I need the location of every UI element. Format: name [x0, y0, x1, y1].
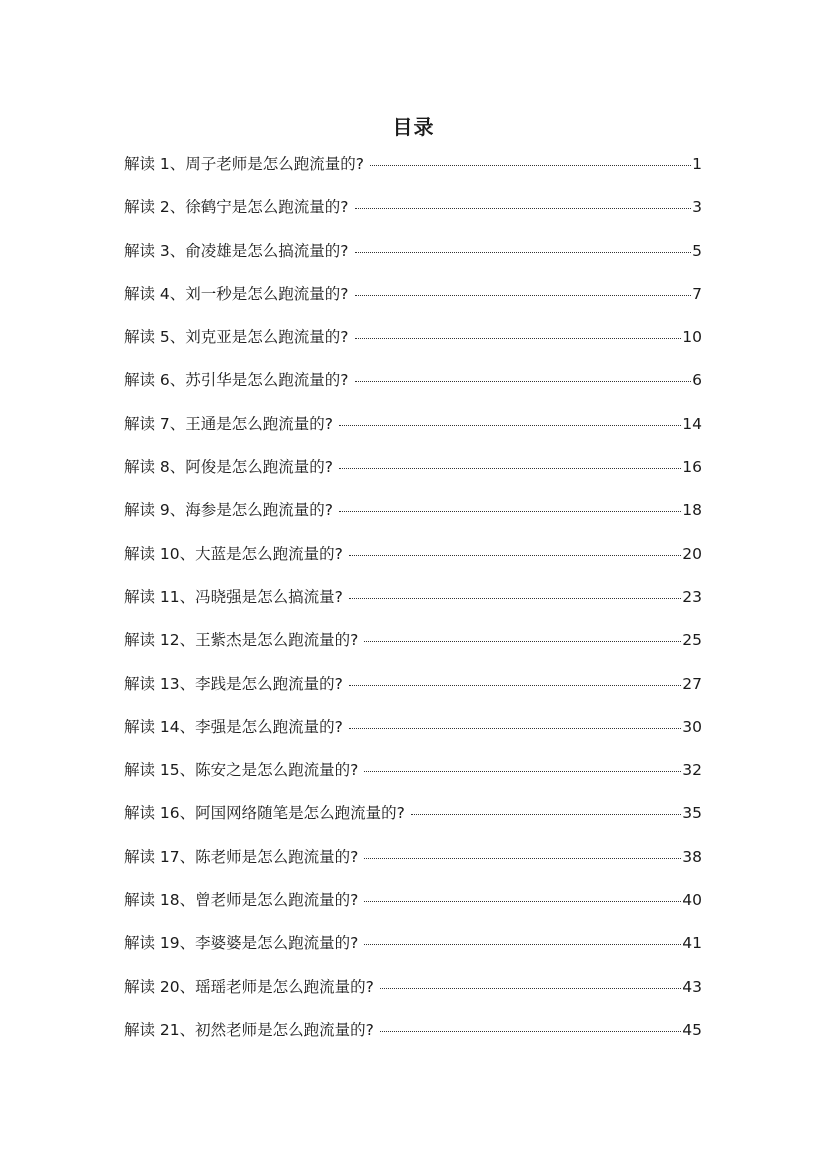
dot-leader: [380, 988, 681, 989]
toc-entry-label: 解读 11、冯晓强是怎么搞流量?: [124, 587, 343, 606]
toc-entry-label: 解读 14、李强是怎么跑流量的?: [124, 717, 343, 736]
toc-entry[interactable]: [124, 282, 702, 325]
toc-entry[interactable]: [124, 195, 702, 238]
toc-entry-label: 解读 10、大蓝是怎么跑流量的?: [124, 544, 343, 563]
toc-entry[interactable]: [124, 1018, 702, 1061]
toc-entry[interactable]: [124, 672, 702, 715]
toc-entry-page: 30: [682, 717, 702, 736]
toc-entry[interactable]: [124, 845, 702, 888]
toc-entry-label: 解读 2、徐鹤宁是怎么跑流量的?: [124, 198, 349, 217]
toc-entry-label: 解读 12、王紫杰是怎么跑流量的?: [124, 631, 359, 650]
toc-entry-label: 解读 6、苏引华是怎么跑流量的?: [124, 371, 349, 390]
dot-leader: [355, 338, 682, 339]
toc-entry-label: 解读 20、瑶瑶老师是怎么跑流量的?: [124, 977, 374, 996]
toc-entry[interactable]: [124, 975, 702, 1018]
dot-leader: [364, 771, 681, 772]
dot-leader: [355, 208, 692, 209]
dot-leader: [349, 728, 681, 729]
toc-entry-page: 5: [692, 241, 702, 260]
toc-entry-label: 解读 3、俞凌雄是怎么搞流量的?: [124, 241, 349, 260]
dot-leader: [339, 511, 681, 512]
toc-entry-label: 解读 17、陈老师是怎么跑流量的?: [124, 847, 359, 866]
dot-leader: [364, 901, 681, 902]
dot-leader: [355, 252, 692, 253]
toc-entry-page: 10: [682, 328, 702, 347]
dot-leader: [370, 165, 691, 166]
toc-entry-page: 1: [692, 155, 702, 173]
toc-entry[interactable]: [124, 801, 702, 844]
toc-entry-page: 3: [692, 198, 702, 217]
toc-entry-page: 16: [682, 458, 702, 477]
toc-entry[interactable]: [124, 628, 702, 671]
toc-entry-label: 解读 7、王通是怎么跑流量的?: [124, 414, 334, 433]
toc-entry-page: 14: [682, 414, 702, 433]
toc-entry[interactable]: [124, 152, 702, 195]
toc-entry[interactable]: [124, 888, 702, 931]
toc-entry-page: 6: [692, 371, 702, 390]
toc-entry-page: 7: [692, 284, 702, 303]
dot-leader: [349, 555, 681, 556]
toc-entry-page: 43: [682, 977, 702, 996]
toc-entry[interactable]: [124, 412, 702, 455]
page-title: 目录: [392, 115, 435, 139]
table-of-contents: [124, 152, 702, 1061]
toc-entry-page: 40: [682, 891, 702, 910]
dot-leader: [349, 685, 681, 686]
dot-leader: [355, 295, 692, 296]
toc-entry[interactable]: [124, 542, 702, 585]
toc-entry-label: 解读 4、刘一秒是怎么跑流量的?: [124, 284, 349, 303]
toc-entry-page: 18: [682, 501, 702, 520]
toc-entry[interactable]: [124, 715, 702, 758]
toc-entry-label: 解读 1、周子老师是怎么跑流量的?: [124, 155, 365, 173]
toc-entry-label: 解读 18、曾老师是怎么跑流量的?: [124, 891, 359, 910]
toc-entry-page: 20: [682, 544, 702, 563]
toc-entry-label: 解读 5、刘克亚是怎么跑流量的?: [124, 328, 349, 347]
dot-leader: [355, 381, 692, 382]
toc-entry-page: 45: [682, 1020, 702, 1039]
toc-entry[interactable]: [124, 758, 702, 801]
toc-entry-page: 25: [682, 631, 702, 650]
toc-entry[interactable]: [124, 498, 702, 541]
toc-entry-label: 解读 9、海参是怎么跑流量的?: [124, 501, 334, 520]
dot-leader: [364, 858, 681, 859]
toc-entry-label: 解读 19、李婆婆是怎么跑流量的?: [124, 934, 359, 953]
toc-entry-page: 32: [682, 761, 702, 780]
toc-entry-label: 解读 8、阿俊是怎么跑流量的?: [124, 458, 334, 477]
dot-leader: [364, 641, 681, 642]
dot-leader: [349, 598, 681, 599]
toc-entry-label: 解读 16、阿国网络随笔是怎么跑流量的?: [124, 804, 405, 823]
dot-leader: [380, 1031, 681, 1032]
toc-entry[interactable]: [124, 455, 702, 498]
toc-entry-page: 38: [682, 847, 702, 866]
toc-entry[interactable]: [124, 325, 702, 368]
toc-entry-page: 35: [682, 804, 702, 823]
toc-entry[interactable]: [124, 239, 702, 282]
toc-entry-label: 解读 21、初然老师是怎么跑流量的?: [124, 1020, 374, 1039]
dot-leader: [339, 468, 681, 469]
dot-leader: [339, 425, 681, 426]
toc-entry-page: 23: [682, 587, 702, 606]
toc-entry[interactable]: [124, 585, 702, 628]
dot-leader: [411, 814, 681, 815]
dot-leader: [364, 944, 681, 945]
toc-entry[interactable]: [124, 931, 702, 974]
toc-entry[interactable]: [124, 368, 702, 411]
toc-entry-label: 解读 13、李践是怎么跑流量的?: [124, 674, 343, 693]
toc-entry-page: 41: [682, 934, 702, 953]
toc-entry-page: 27: [682, 674, 702, 693]
toc-entry-label: 解读 15、陈安之是怎么跑流量的?: [124, 761, 359, 780]
